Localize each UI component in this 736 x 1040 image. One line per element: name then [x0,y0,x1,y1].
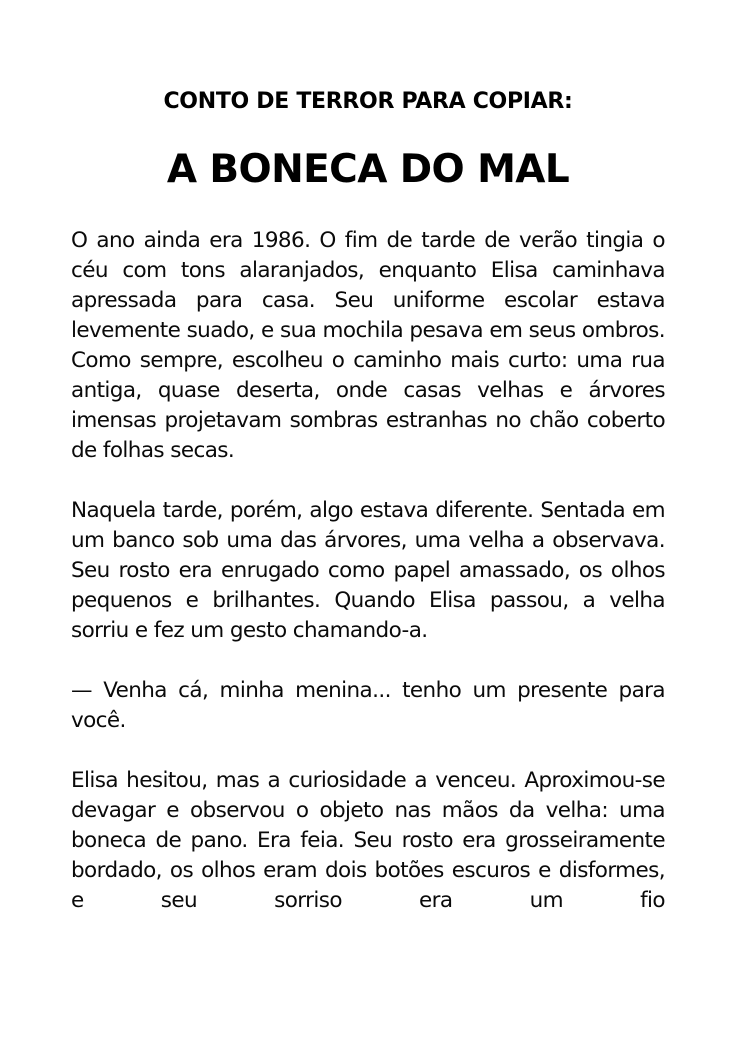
story-paragraph-4: Elisa hesitou, mas a curiosidade a venceu. Aproximou-se devagar e observou o objeto nas mãos da velha: uma boneca de pano. Era feia. Seu rosto era grosseiramente bordado, os olhos eram dois botões escuros e disformes, e seu sorriso era um fio [71,768,665,913]
story-body [71,226,665,946]
document-subtitle: CONTO DE TERROR PARA COPIAR: [163,89,573,114]
document-title: A BONECA DO MAL [166,147,570,192]
story-paragraph-1: O ano ainda era 1986. O fim de tarde de verão tingia o céu com tons alaranjados, enquanto Elisa caminhava apressada para casa. Seu uniforme escolar estava levemente suado, e sua mochila pesava em seus ombros. Como sempre, escolheu o caminho mais curto: uma rua antiga, quase deserta, onde casas velhas e árvores imensas projetavam sombras estranhas no chão coberto de folhas secas. [71,228,665,463]
story-paragraph-2: Naquela tarde, porém, algo estava diferente. Sentada em um banco sob uma das árvores, uma velha a observava. Seu rosto era enrugado como papel amassado, os olhos pequenos e brilhantes. Quando Elisa passou, a velha sorriu e fez um gesto chamando-a. [71,498,665,643]
story-dialogue-paragraph: — Venha cá, minha menina... tenho um presente para você. [71,678,665,733]
